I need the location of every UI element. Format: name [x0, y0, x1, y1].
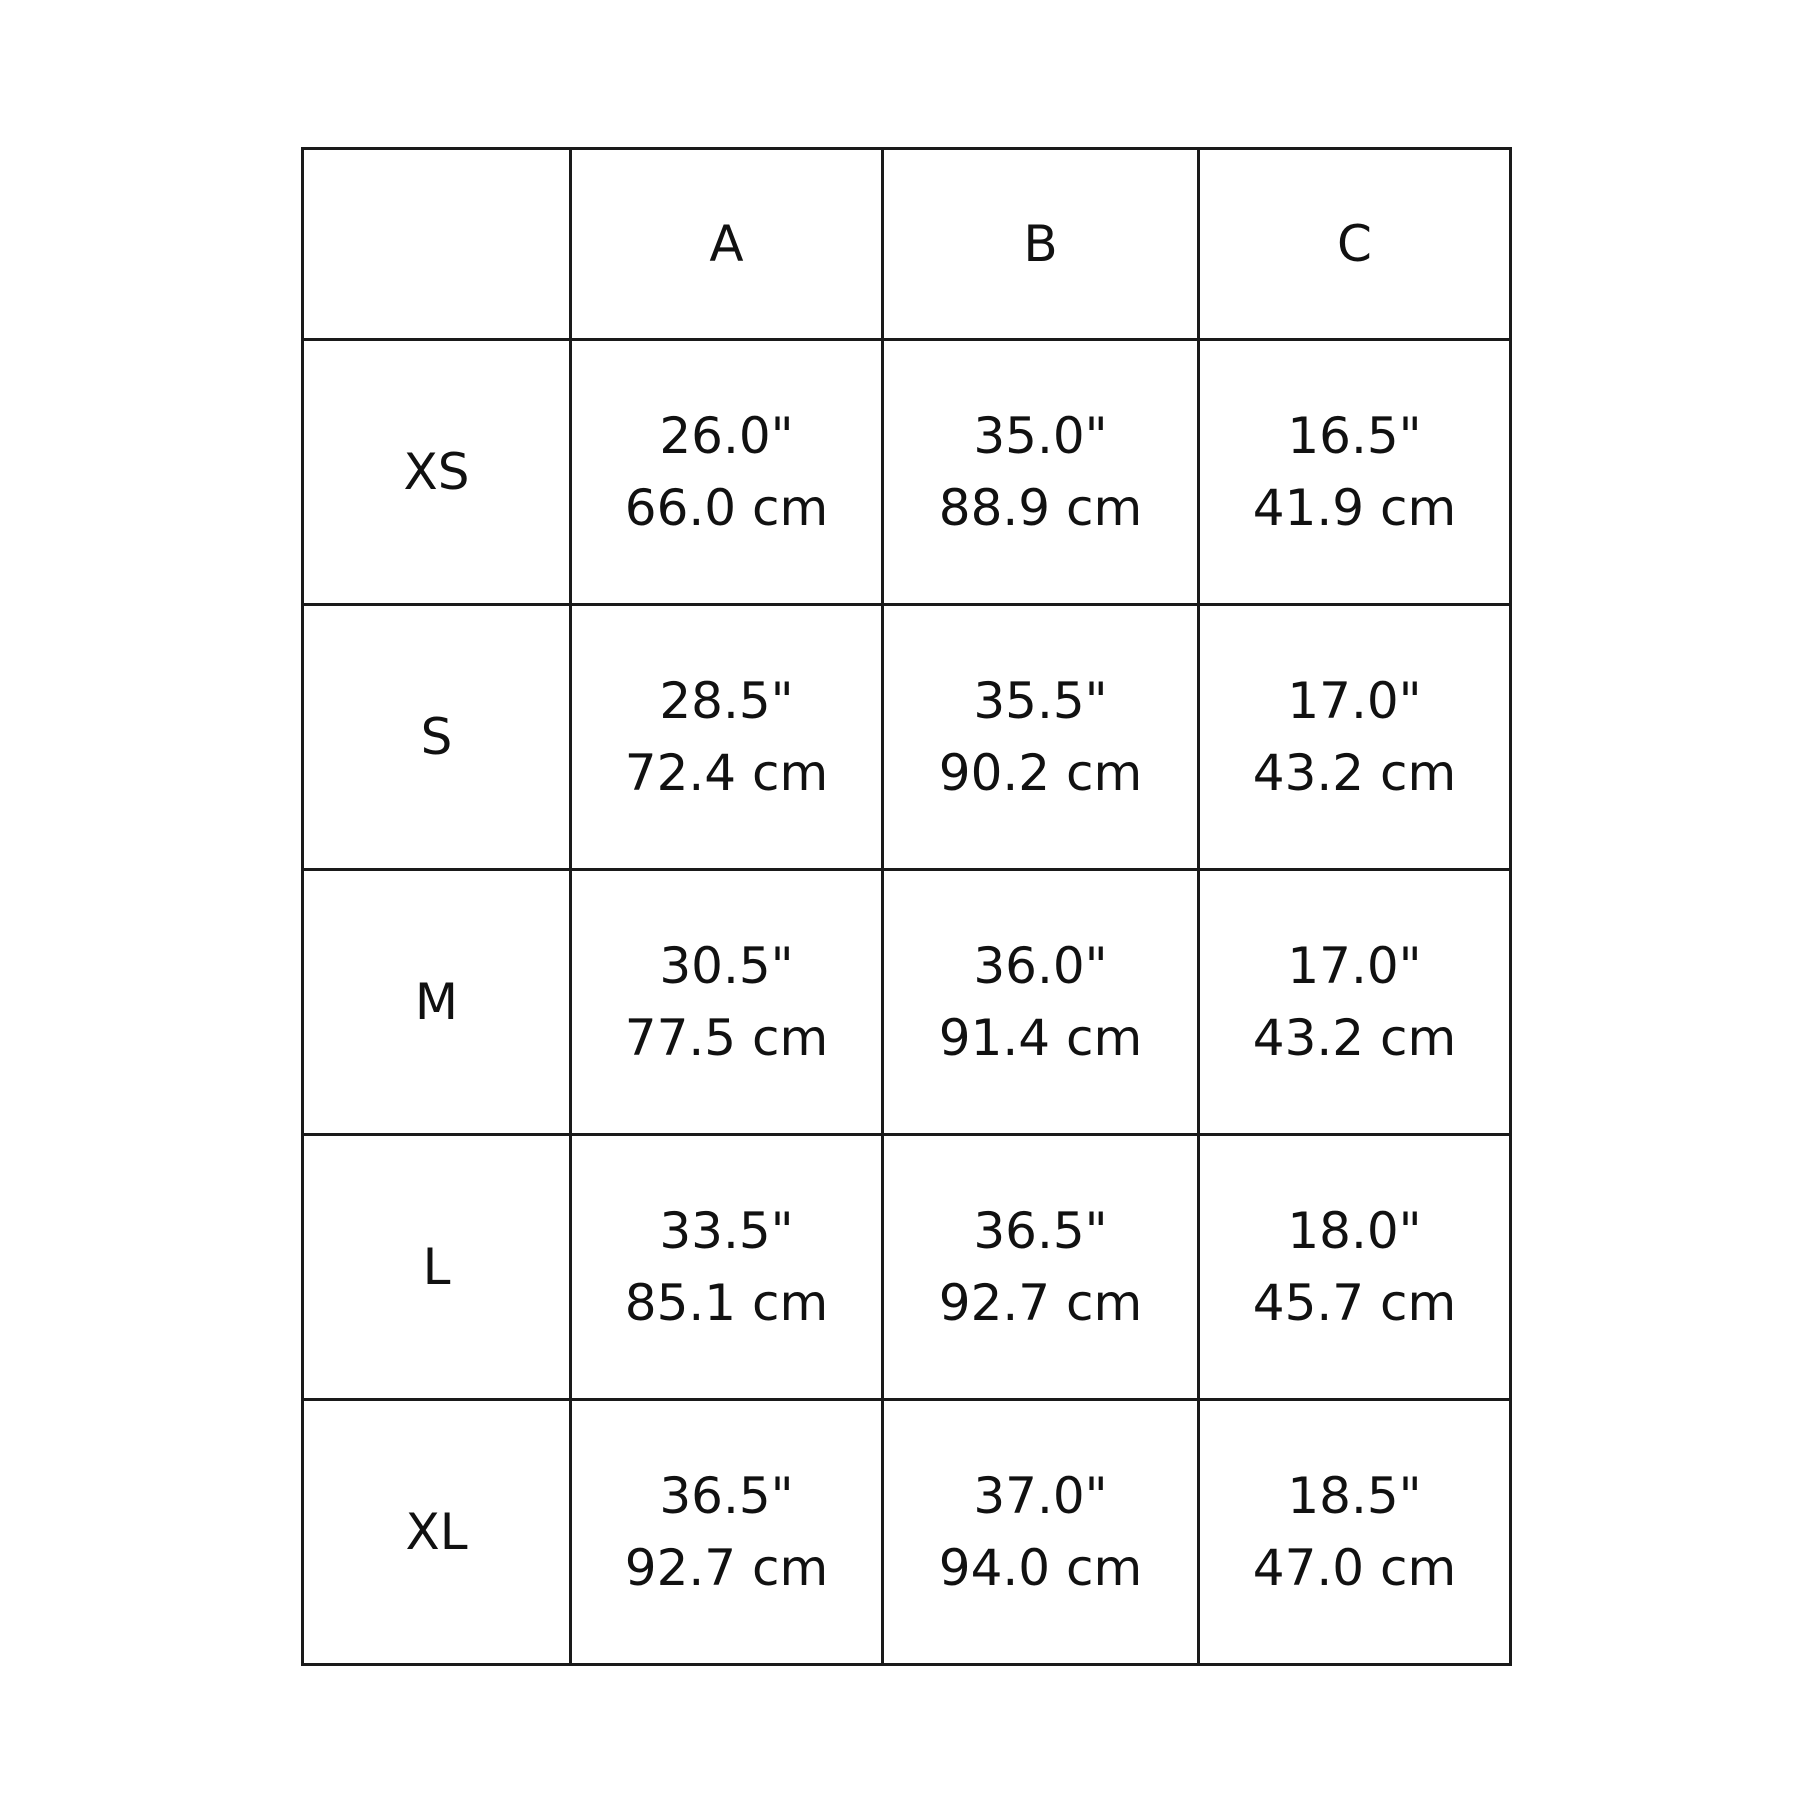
inches-value: 18.0"	[1287, 1202, 1422, 1260]
measurement-cell	[571, 605, 883, 870]
measurement-cell	[883, 870, 1199, 1135]
table-body	[303, 340, 1511, 1665]
table-row	[303, 870, 1511, 1135]
inches-value: 18.5"	[1287, 1467, 1422, 1525]
cm-value: 43.2 cm	[1252, 744, 1457, 802]
inches-value: 36.0"	[973, 937, 1108, 995]
inches-value: 36.5"	[973, 1202, 1108, 1260]
measurement-cell	[1199, 605, 1511, 870]
table-row	[303, 340, 1511, 605]
column-header-c: C	[1199, 149, 1511, 340]
inches-value: 36.5"	[659, 1467, 794, 1525]
inches-value: 33.5"	[659, 1202, 794, 1260]
cm-value: 41.9 cm	[1252, 479, 1457, 537]
table-row	[303, 1135, 1511, 1400]
size-label: M	[303, 870, 571, 1135]
size-label: XS	[303, 340, 571, 605]
header-row	[303, 149, 1511, 340]
cm-value: 72.4 cm	[624, 744, 829, 802]
cm-value: 45.7 cm	[1252, 1274, 1457, 1332]
measurement-cell	[1199, 340, 1511, 605]
cm-value: 91.4 cm	[938, 1009, 1143, 1067]
measurement-cell	[571, 1135, 883, 1400]
corner-cell	[303, 149, 571, 340]
cm-value: 92.7 cm	[624, 1539, 829, 1597]
measurement-cell	[571, 870, 883, 1135]
size-label: L	[303, 1135, 571, 1400]
measurement-cell	[883, 605, 1199, 870]
measurement-cell	[1199, 1400, 1511, 1665]
measurement-cell	[883, 340, 1199, 605]
inches-value: 35.5"	[973, 672, 1108, 730]
size-label: XL	[303, 1400, 571, 1665]
table-row	[303, 1400, 1511, 1665]
inches-value: 35.0"	[973, 407, 1108, 465]
measurement-cell	[571, 1400, 883, 1665]
measurement-cell	[883, 1135, 1199, 1400]
column-header-a: A	[571, 149, 883, 340]
cm-value: 90.2 cm	[938, 744, 1143, 802]
cm-value: 88.9 cm	[938, 479, 1143, 537]
cm-value: 85.1 cm	[624, 1274, 829, 1332]
cm-value: 92.7 cm	[938, 1274, 1143, 1332]
inches-value: 26.0"	[659, 407, 794, 465]
inches-value: 28.5"	[659, 672, 794, 730]
inches-value: 30.5"	[659, 937, 794, 995]
measurement-cell	[1199, 870, 1511, 1135]
inches-value: 37.0"	[973, 1467, 1108, 1525]
inches-value: 17.0"	[1287, 672, 1422, 730]
cm-value: 66.0 cm	[624, 479, 829, 537]
size-label: S	[303, 605, 571, 870]
measurement-cell	[571, 340, 883, 605]
inches-value: 16.5"	[1287, 407, 1422, 465]
inches-value: 17.0"	[1287, 937, 1422, 995]
size-chart-table	[301, 147, 1512, 1666]
cm-value: 94.0 cm	[938, 1539, 1143, 1597]
measurement-cell	[883, 1400, 1199, 1665]
measurement-cell	[1199, 1135, 1511, 1400]
table-header	[303, 149, 1511, 340]
table-row	[303, 605, 1511, 870]
cm-value: 47.0 cm	[1252, 1539, 1457, 1597]
cm-value: 77.5 cm	[624, 1009, 829, 1067]
column-header-b: B	[883, 149, 1199, 340]
cm-value: 43.2 cm	[1252, 1009, 1457, 1067]
